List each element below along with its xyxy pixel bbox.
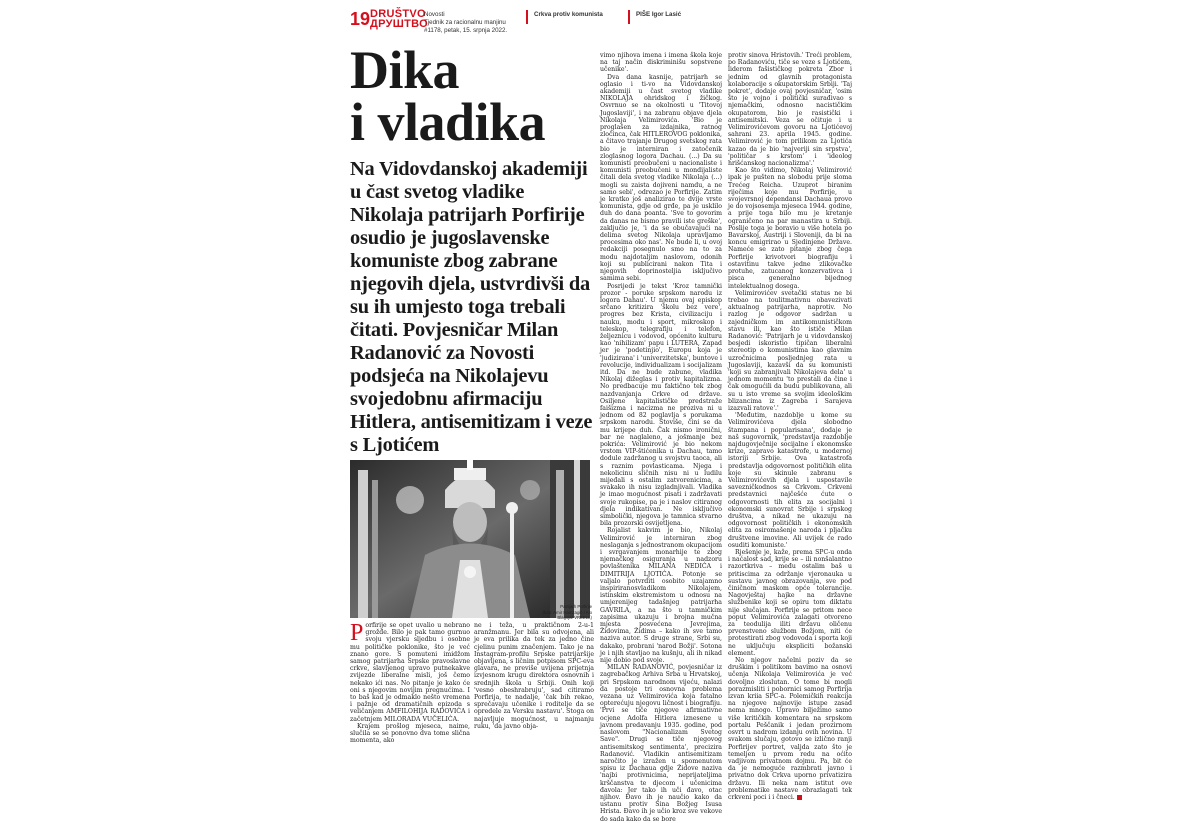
column4-paragraph-2: Kao što vidimo, Nikolaj Velimirović ipak je pušten na slobodu prije sloma Trećeg Reicha. Uzuprot biranim riječima koje mu Porfirije, u svojevrsnoj dependansi Dachaua provo je do vojsosemja mjeseca 1944. godine, a prije toga bilo mu je kretanje ograničeno na par manastira u Srbiji. Poslije toga je boravio u više hotela po Bavarskoj, Austriji i Sloveniji, da bi na koncu emigrirao u Sjedinjene Države. Nameće se zato pitanje zbog čega Porfirije krivotvori biografiju i ostavitinu takve jedne zlikovačke protuhe, zatucanog konzervativca i pisca generalno bijednog intelektualnog dosega. (728, 167, 852, 290)
title-line-2: i vladika (350, 92, 546, 152)
text-column-2 (474, 622, 594, 750)
caption-text: Patrijarh Porfirije (560, 604, 592, 609)
logo-cyrillic: ДРУШТВО (370, 18, 428, 30)
section-label: Crkva protiv komunista (534, 11, 603, 18)
section-logo (370, 9, 428, 29)
column3-paragraph-1: vimo njihova imena i imena škola koje na taj način diskriminišu sopstvene učenike'. (600, 52, 722, 74)
column3-paragraph-2: Dva dana kasnije, patrijarh se oglasio i ti-vo na Vidovdanskoj akademiji u čast svetog vladike NIKOLAJA ohridskog i žičkog. Osvrnuo se na okolnosti u 'Titovoj Jugoslaviji', i na zabranu objave djela Nikolaja Velimirovića. 'Bio je proglašen za izdajnika, ratnog zločinca, čak HITLEROVOG poklonika, a čitavo trajanje Drugog svetskog rata bio je interniran i zatočenik zloglasnog logora Dachau. (...) Da su komunisti preobučeni u nacionaliste i komunisti preobučeni u mondijaliste čitali dela svetog vladike Nikolaja (...) mogli su zaista dojiveni namdu, a ne samo sebi', odrezao je Porfirije. Zatim je kratko još analizirao te dvije vrste komunista, gdje od grđe, pa je usklilo duh do dana poanta. 'Sve to govorim da danas ne bismo pravili iste greške', zaključio je, 'i da se obučavajući na delima svetog Nikolaja upravljamo procesima oko nas'. Ne bude li, u ovoj redakciji posegnulo smo na to za modu najdotaljim naslovom, odonih koji su publicirani nakon Tita i njegovih doprinosteljia isključivo samima sebi. (600, 73, 722, 283)
publication-tagline: Tjednik za racionalnu manjinu (424, 19, 506, 26)
page-number: 19 (350, 9, 371, 29)
article-title (350, 40, 546, 152)
column4-paragraph-6-text: No njegov načelni poziv da se druškim i politikom bavimo na osnovi učenja Nikolaja Velimirovića je već dovoljno zloslutan. O tome bi mogli porazmisliti i pobornici samog Porfirija izvan kriia SPC-a. Polemičkih reakcija na njegove najnovije istupe zasad nema mnogo. Upravo bilježimo samo više kritičkih komentara na srpskom portalu Peščanik i jedan prozirnom osvrt u nadrom izdanju ovih novina. U svakom slučaju, gotovo se izlično ranji Porfirijev portret, valjda zato što je temeljen u prvom redu na oćito vadjivom privatnom dojmu. Pa, bit će da je nemoguće razmbrati javno i privatno dok Crkva uporno privatizira državu. Ili neka nam istitut ove problematike nastave obrazlagati tek crkveni poci i i čneci. (728, 657, 852, 801)
publication-name: Novosti (424, 11, 445, 18)
end-of-article-mark (797, 795, 802, 800)
column4-paragraph-1: protiv sinova Hristovih.' Treći problem, po Radanoviću, tiče se veze s Ljotićem, liderom fašističkog pokreta Zbor i jednim od glavnih protagonista kolaboracije s okupatorskim Srbiji. 'Taj pokret', dodaje ovaj povjesničar, 'osim što je vojno i politički surađivao s njemačkim, odnosno nacističkim okupatorom, bio je rasistički i antisemitski. Veza se očituje i u Velimirovićevom govoru na Ljotićevoj sahrani 23. aprila 1945. godine. Velimirović je tom prilikom za Ljotića kazao da je bio 'najveriji sin srpstva', 'političar s krstom' i 'ideolog hrišćanskog nacionalizma'.' (728, 52, 852, 168)
drop-cap: P (350, 620, 364, 646)
article-lead: Na Vidovdanskoj akademiji u čast svetog vladike Nikolaja patrijarh Porfirije osudio je jugoslavenske komuniste zbog zabrane njegovih djela, ustvrdivši da su ih umjesto toga trebali čitati. Povjesničar Milan Radanović za Novosti podsjeća na Nikolajevu svojedobnu afirmaciju Hitlera, antisemitizam i veze s Ljotićem (350, 158, 593, 456)
column3-paragraph-5: MILAN RADANOVIĆ, povjesničar iz zagrebačkog Arhiva Srba u Hrvatskoj, pri Srpskom narodnom vijeću, nalazi da postoje tri osnovna problema vezana uz Velimirovića koja fatalno opterećuju njegovu ličnost i biografiju. 'Prvi se tiče njegove afirmativne ocjene Adolfa Hitlera iznesene u javnom predavanju 1935. godine, pod naslovom "Nacionalizam Svetog Save". Drugi se tiče njegovog antisemitskog sentimenta', precizira Radanović. Vladikin antisemitizam naročito je izražen u spomenutom spisu iz Dachaua gdje Židove naziva 'najbi protivnicima, neprijateljima krščanstva te djecom i učenicima đavola: Jer tako ih uči đavo, otac njihov. Đavo ih je naučio kako da ustanu protiv Sina Božjeg Isusa Hrista. Đavo ih je učio kroz sve vekove do sada kako da se bore (600, 664, 722, 823)
photo-caption (530, 604, 592, 621)
section-rule (526, 10, 528, 24)
publication-issue: #1178, petak, 15. srpnja 2022. (424, 27, 508, 34)
author-byline: PIŠE Igor Lasić (636, 11, 682, 18)
column1-paragraph-1 (350, 622, 470, 723)
column4-paragraph-5: Rješenje je, kaže, prema SPC-u onda i naćalost sad, krije se – ili nonšalantno razortkriva – među ostalim baš u pritiscima za održanje vjeronauka u sustavu javnog obrazovanja, sve pod činičnom maskom opće tolerancije. Nagovještaj hajke na državne službenike koji se opiru tom diktatu nije slučajan. Porfirije se pritom nece poput Velimirovića zalagati otvoreno za teodulija iliti državu oličenu prvenstveno službom Božjom, niti će protestirati zbog vodovoda i sporta koji ne uključuju ekspliciti božanski element. (728, 549, 852, 657)
caption-credit: (foto: Amir Hamzagić / Alo Blagoja/ VREELL) (542, 609, 592, 620)
column4-paragraph-6 (728, 657, 852, 801)
column1-paragraph-1-text: orfirije se opet uvalio u nebrano grožđe. Bilo je pak tamo gurnuo svoju vjersku sljedbu i osobne mu političke poklonike, što je već znano gore. S pomuteni imidžom samog patrijarha Srpske pravoslavne crkve, slavljenog upravo putnekakve zvijezde liberalne misli, još čemo nekako ići nas. No pitanje je kako će oni s njegovim novijim pregnućima. I to baš kad je odmaklo nešto vremena i pažnje od dramatičnih epizoda s veličanjem AMFILOHIJA RADOVIĆA i začetnjem MILORADA VUČELIĆA. (350, 622, 470, 723)
article-photo (350, 460, 590, 618)
publication-info (424, 11, 507, 35)
text-column-3 (600, 52, 723, 823)
column3-paragraph-4: Rojalist kakvim je bio, Nikolaj Velimirović je interniran zbog neslaganja s jednostranom okupacijom i svrgavanjem monarhije te zbog njemačkog osiguranja u nadzoru povlaštenika MILANA NEDIĆA i DIMITRIJA LJOTIĆA. Potonje se valjalo potvrditi osobito uzajamno inspiriranosvladikom Nikolajem, istinskim ekstremistom u odnosu na umjerenijeg tadašnjeg patrijarha GAVRILA, a na što u tamničkim zapisima ukazuju i brojna mučna mjesta posvećena Jevrejima, Židovima, Židima – kako ih sve tamo naziva autor. S druge strane, Srbi su, dakako, probrani 'narod Božji'. Sotona je i njih stavljao na kušnju, ali ih nikad nije dobio pod svoje. (600, 527, 723, 665)
column2-paragraph-1: ne i teža, u praktičnom 2-u-1 aranžmanu. Jer bila su odvojena, ali je eva prilika da tek za jedno čine cjelinu punim značenjem. Tako je na Instagram-profilu Srpske patrijaršije objavljena, s ličnim potpisom SPC-eva glavara, ne previše uvijena prijetnja izvjesnom krugu direktora osnovnih i srednjih škola u Srbiji. Onih koji 'vesno obeshrabruju', sad citiramo Porfirija, te nadalje, 'čak bih rekao, sprečavaju učenike i roditelje da se opredele za Versku nastavu'. Stoga on najavljuje mogućnost, u najmanju ruku, 'da javno obja- (474, 622, 594, 730)
text-column-4 (728, 52, 852, 801)
logo-latin: DRUŠTVO (370, 8, 426, 20)
text-column-1 (350, 622, 470, 750)
title-line-1: Dika (350, 40, 460, 100)
column3-paragraph-3: Posrijedi je tekst 'Kroz tamnički prozor - poruke srpskom narodu iz logora Dahau'. U njemu ovaj episkop srčano kritizira 'školu bez vere', progres bez Krista, civilizaciju i nauku, modu i sport, mikroskop i teleskop, telegrafiju i telefon, željeznicu i vodovod, općenito kulturu kao 'nihilizam' papu i LUTERA, Zapad jer je 'podetinjio', Europu koja je 'judizirana' i 'univerzitetska', buntove i revolucije, individualizam i socijalizam itd. Da ne bude zabune, vladika Nikolaj dižeglas i protiv kapitalizma. No predbacuje mu faktično tek zbog nazdvanjanja Crkve od države. Osiljene kapitalističke predstraže faišizma i nacizma ne proziva ni u jednom od 82 poglavlja s porukama srpskom narodu. Štoviše, čini se da mu krijepe duh. Čak nismo ironični, bar ne naglaleno, a jošmanje bez pokrića: Velimirović je bio nekom vrstom VIP-štićenika u Dachau, tamo dodule zadržanog u svojstvu taoca, ali s raznim povlasticama. Njega i nekolicinu sličnih nisu ni u ludilu mijeđali s ostalim zatvorenicima, a svakako ih nisu izgladnjivali. Vladika je imao mogućnost pisati i zadržavati svoje rukopise, pa je i naslov citiranog djela indikativan. Ne isključivo simbolički, njegova je tamnica stvarno bila prozorski osvijetljena. (600, 282, 722, 528)
author-rule (628, 10, 630, 24)
column4-paragraph-4: 'Međutim, nazdoblje u kome su Velimirovićeva djela slobodno štampana i popularisana', dodaje je naš sugovornik, 'predstavlja razdoblje najdugovječnije socijalne i ekonomske krize, zapravo katastrofe, u modernoj istoriji Srbije. Ova katastrofa predstavlja odgovornost političkih elita koje su skinule zabranu s Velimirovićevih djela i uspostavile savezničkodnos sa Crkvom. Crkveni predstavnici najčešće ćute o odgovornosti tih elita za socijalni i ekonomski sunovrat Srbije i srpskog društva, a nikad ne ukazuju na odgovornost političkih i ekonomskih elita za osiromašenje naroda i pljačku društvene imovine. Ali uvijek će rado osuditi komuniste.' (728, 412, 852, 549)
column1-paragraph-2: Krajem prošlog mjeseca, naime, slučila se se ponovno dva tome slična momenta, ako (350, 722, 470, 745)
patriarch-photo-illustration (350, 460, 590, 618)
column4-paragraph-3: Velimirovićev svetački status ne bi trebao na toulitmativnu obavezivati aktualnog patrijarha, naprotiv. No razlog je odgovor sadržan u zajedničkom im antikomunističkom stavu ili, kao što ističe Milan Radanović: 'Patrijarh je u vidovdanskoj besjedi iskoristio tipičan liberalni stereotip o komunistima kao glavnim uzročnicima posljednjeg rata u Jugoslaviji, kazavši da su komunisti 'koji su zabranjivali Nikolajeva dela' u jednom momentu 'to prestali da čine i čak omogućili da budu publikovana, ali su u isto vreme sa svojim ideološkim blizancima iz Zagreba i Sarajeva izazvali ratove'.' (728, 289, 852, 412)
newspaper-page (340, 0, 860, 823)
